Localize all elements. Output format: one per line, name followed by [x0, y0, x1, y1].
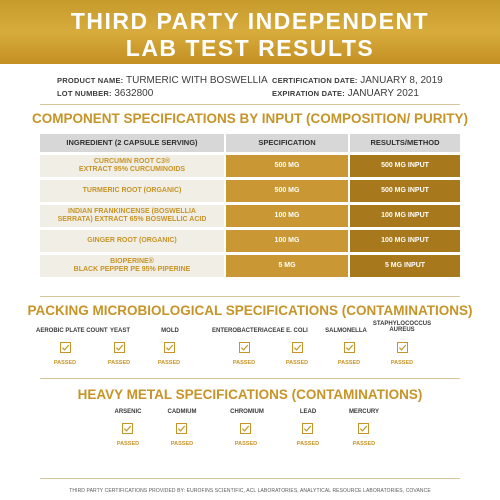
status-passed: PASSED	[390, 360, 414, 366]
micro-label: AEROBIC PLATE COUNT	[36, 328, 108, 334]
micro-label: STAPHYLOCOCCUS AUREUS	[372, 321, 432, 333]
metal-label: LEAD	[299, 409, 317, 415]
specification-cell: 5 MG	[226, 255, 348, 277]
result-cell: 100 MG INPUT	[350, 230, 460, 252]
divider	[40, 478, 460, 479]
result-cell: 500 MG INPUT	[350, 180, 460, 202]
title-banner	[0, 0, 500, 64]
column-header-ingredient: INGREDIENT (2 CAPSULE SERVING)	[40, 134, 224, 152]
status-passed: PASSED	[53, 360, 77, 366]
status-passed: PASSED	[296, 441, 320, 447]
checkbox-icon	[114, 342, 125, 353]
specification-cell: 100 MG	[226, 230, 348, 252]
ingredient-cell: INDIAN FRANKINCENSE (BOSWELLIA SERRATA) EXTRACT 65% BOSWELLIC ACID	[40, 205, 224, 227]
status-passed: PASSED	[337, 360, 361, 366]
column-header-results: RESULTS/METHOD	[350, 134, 460, 152]
ingredient-cell: GINGER ROOT (ORGANIC)	[40, 230, 224, 252]
status-passed: PASSED	[285, 360, 309, 366]
specification-cell: 500 MG	[226, 180, 348, 202]
ingredient-cell: CURCUMIN ROOT C3® EXTRACT 95% CURCUMINOIDS	[40, 155, 224, 177]
metal-label: MERCURY	[348, 409, 380, 415]
specification-cell: 100 MG	[226, 205, 348, 227]
checkbox-icon	[176, 423, 187, 434]
table-row	[40, 230, 460, 252]
metal-label: ARSENIC	[114, 409, 142, 415]
status-passed: PASSED	[170, 441, 194, 447]
ingredient-cell: TURMERIC ROOT (ORGANIC)	[40, 180, 224, 202]
divider	[40, 104, 460, 105]
footer-certifications: THIRD PARTY CERTIFICATIONS PROVIDED BY: EUROFINS SCIENTIFIC, ACL LABORATORIES, ANALYTICAL RESOURCE LABORATORIES, COVANCE	[69, 488, 431, 494]
certification-date: CERTIFICATION DATE: JANUARY 8, 2019	[272, 75, 443, 86]
divider	[40, 296, 460, 297]
metal-section-title: HEAVY METAL SPECIFICATIONS (CONTAMINATIONS)	[77, 387, 423, 402]
micro-label: E. COLI	[286, 328, 308, 334]
result-cell: 5 MG INPUT	[350, 255, 460, 277]
checkbox-icon	[60, 342, 71, 353]
table-row	[40, 255, 460, 277]
product-name: PRODUCT NAME: TURMERIC WITH BOSWELLIA	[57, 75, 268, 86]
component-section-title: COMPONENT SPECIFICATIONS BY INPUT (COMPOSITION/ PURITY)	[31, 111, 469, 126]
checkbox-icon	[358, 423, 369, 434]
column-header-specification: SPECIFICATION	[226, 134, 348, 152]
micro-label: ENTEROBACTERIACEAE	[212, 328, 285, 334]
table-row	[40, 155, 460, 177]
status-passed: PASSED	[116, 441, 140, 447]
status-passed: PASSED	[232, 360, 256, 366]
divider	[40, 378, 460, 379]
micro-label: MOLD	[161, 328, 179, 334]
lot-number: LOT NUMBER: 3632800	[57, 88, 154, 99]
table-row	[40, 180, 460, 202]
checkbox-icon	[239, 342, 250, 353]
metal-label: CADMIUM	[167, 409, 197, 415]
checkbox-icon	[302, 423, 313, 434]
checkbox-icon	[240, 423, 251, 434]
specification-cell: 500 MG	[226, 155, 348, 177]
status-passed: PASSED	[107, 360, 131, 366]
title-line-2: LAB TEST RESULTS	[125, 35, 375, 61]
expiration-date: EXPIRATION DATE: JANUARY 2021	[272, 88, 419, 99]
status-passed: PASSED	[234, 441, 258, 447]
checkbox-icon	[344, 342, 355, 353]
checkbox-icon	[292, 342, 303, 353]
table-header-row	[40, 134, 460, 152]
checkbox-icon	[164, 342, 175, 353]
micro-label: YEAST	[109, 328, 130, 334]
status-passed: PASSED	[352, 441, 376, 447]
status-passed: PASSED	[157, 360, 181, 366]
ingredient-cell: BIOPERINE® BLACK PEPPER PE 95% PIPERINE	[40, 255, 224, 277]
result-cell: 100 MG INPUT	[350, 205, 460, 227]
checkbox-icon	[397, 342, 408, 353]
table-row	[40, 205, 460, 227]
result-cell: 500 MG INPUT	[350, 155, 460, 177]
checkbox-icon	[122, 423, 133, 434]
micro-section-title: PACKING MICROBIOLOGICAL SPECIFICATIONS (CONTAMINATIONS)	[27, 303, 473, 318]
title-line-1: THIRD PARTY INDEPENDENT	[70, 8, 430, 34]
metal-label: CHROMIUM	[230, 409, 264, 415]
micro-label: SALMONELLA	[325, 328, 367, 334]
